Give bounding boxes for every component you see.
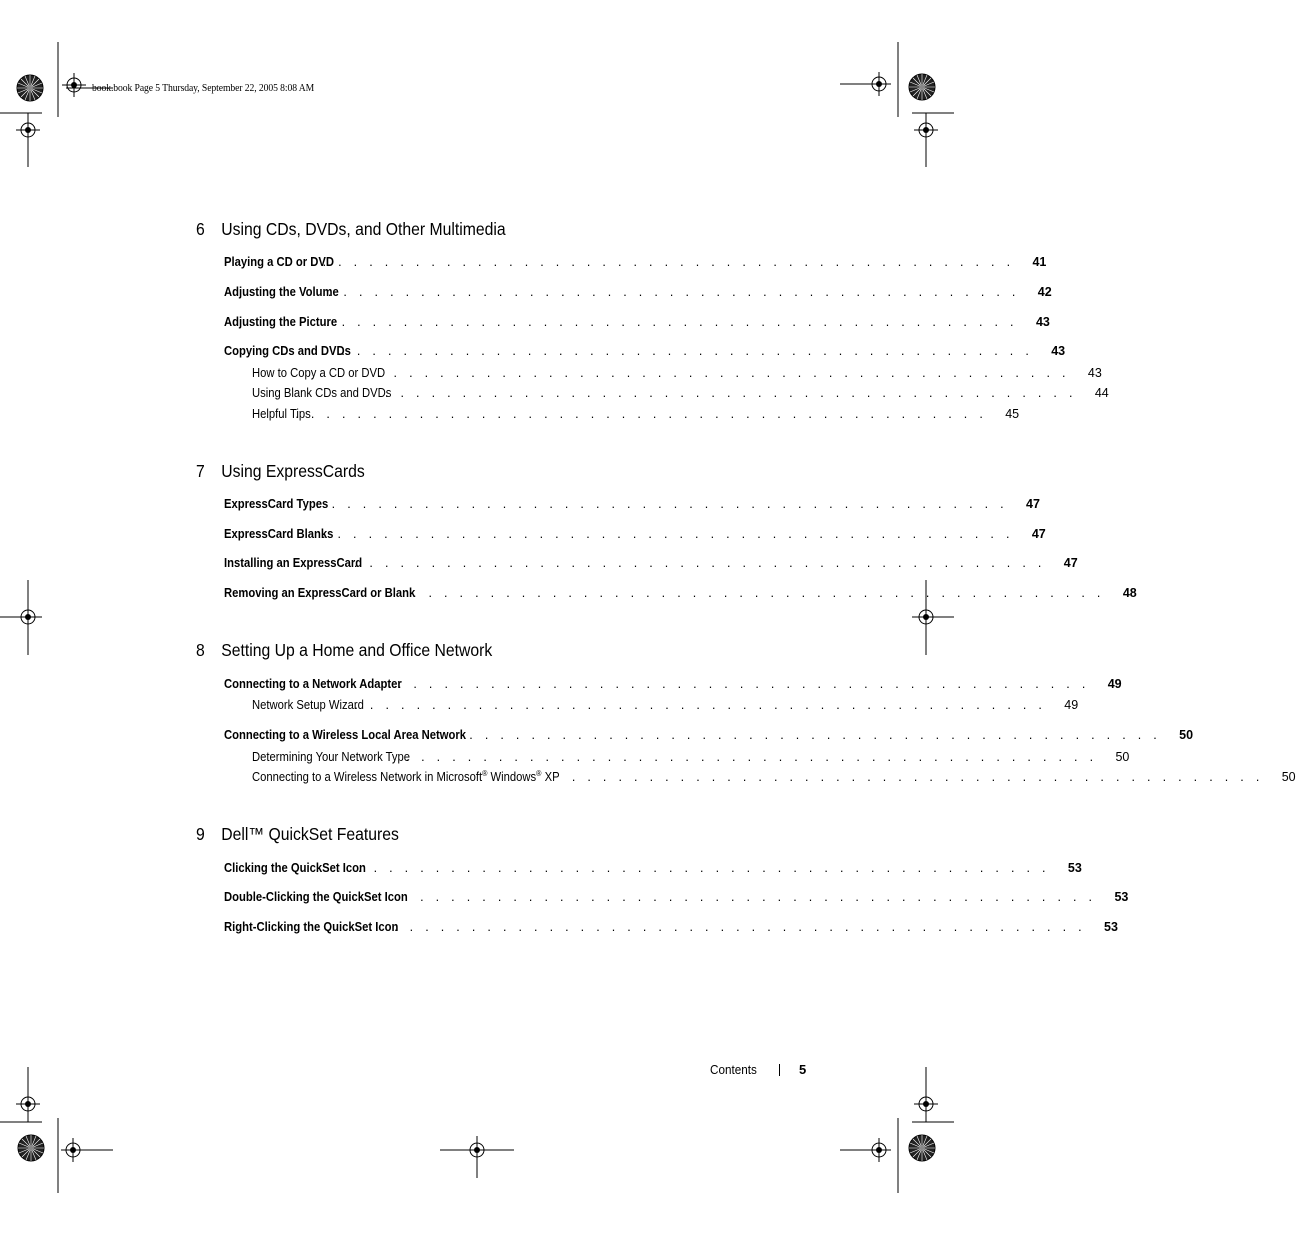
toc-subentry[interactable]: [252, 749, 1130, 765]
crosshair-mark: [16, 605, 40, 629]
toc-entry[interactable]: [224, 585, 1137, 601]
star-mark-bottom-right: [909, 1135, 935, 1161]
toc-entry[interactable]: [224, 727, 1194, 743]
toc-entry[interactable]: [224, 254, 1047, 270]
toc-entry-text-part: Windows: [487, 770, 537, 784]
dot-leader: . . . . . . . . . . . . . . . . . . . . . . . . . . . . . . . . . . . . . . . . . . . . .: [394, 920, 1086, 934]
toc-entry-text: ExpressCard Types: [224, 497, 329, 511]
dot-leader: . . . . . . . . . . . . . . . . . . . . . . . . . . . . . . . . . . . . . . . . . . . . .: [358, 861, 1050, 875]
chapter-number: 9: [196, 824, 205, 844]
dot-leader: . . . . . . . . . . . . . . . . . . . . . . . . . . . . . . . . . . . . . . . . . . . . .: [316, 497, 1008, 511]
toc-entry-text: Determining Your Network Type: [252, 750, 411, 764]
toc-page-number: 43: [1087, 366, 1102, 380]
crosshair-mark: [62, 73, 86, 97]
dot-leader: . . . . . . . . . . . . . . . . . . . . . . . . . . . . . . . . . . . . . . . . . . . . .: [321, 527, 1014, 541]
dot-leader: . . . . . . . . . . . . . . . . . . . . . . . . . . . . . . . . . . . . . . . . . . . . .: [571, 770, 1264, 784]
toc-entry-text-part: Connecting to a Wireless Network in Microsoft: [252, 770, 483, 784]
toc-page-number: 50: [1281, 770, 1296, 784]
crosshair-mark: [914, 1092, 938, 1116]
crosshair-mark: [914, 118, 938, 142]
toc-page-number: 47: [1026, 497, 1040, 511]
crosshair-mark: [867, 72, 891, 96]
crosshair-mark: [61, 1138, 85, 1162]
toc-page-number: 50: [1115, 750, 1130, 764]
crosshair-mark: [16, 118, 40, 142]
dot-leader: . . . . . . . . . . . . . . . . . . . . . . . . . . . . . . . . . . . . . . . . . . . . .: [354, 698, 1047, 712]
toc-entry[interactable]: [224, 343, 1066, 359]
toc-page-number: 50: [1179, 728, 1194, 742]
toc-entry[interactable]: [224, 314, 1050, 330]
toc-entry-text: Adjusting the Picture: [224, 315, 338, 329]
chapter-number: 7: [196, 461, 205, 481]
toc-entry[interactable]: [224, 555, 1078, 571]
toc-page-number: 49: [1064, 698, 1079, 712]
toc-entry-text: Double-Clicking the QuickSet Icon: [224, 890, 408, 904]
dot-leader: . . . . . . . . . . . . . . . . . . . . . . . . . . . . . . . . . . . . . . . . . . . . .: [404, 890, 1097, 904]
toc-entry[interactable]: [224, 496, 1040, 512]
toc-entry[interactable]: [224, 526, 1046, 542]
toc-entry-text: Installing an ExpressCard: [224, 556, 363, 570]
toc-entry-text: Copying CDs and DVDs: [224, 344, 351, 358]
dot-leader: . . . . . . . . . . . . . . . . . . . . . . . . . . . . . . . . . . . . . . . . . . . . .: [405, 750, 1098, 764]
toc-entry-text: ExpressCard Blanks: [224, 527, 334, 541]
chapter-title: Using ExpressCards: [221, 461, 365, 481]
chapter-number: 6: [196, 219, 205, 239]
toc-entry-text: Adjusting the Volume: [224, 285, 339, 299]
chapter-title: Setting Up a Home and Office Network: [221, 640, 493, 660]
chapter-heading[interactable]: [196, 461, 365, 482]
chapter-heading[interactable]: [196, 219, 506, 240]
toc-subentry[interactable]: [252, 365, 1102, 381]
dot-leader: . . . . . . . . . . . . . . . . . . . . . . . . . . . . . . . . . . . . . . . . . . . . .: [326, 315, 1018, 329]
toc-entry-text-part: XP: [541, 770, 560, 784]
dot-leader: . . . . . . . . . . . . . . . . . . . . . . . . . . . . . . . . . . . . . . . . . . . . .: [412, 586, 1105, 600]
toc-page-number: 43: [1051, 344, 1066, 358]
toc-entry-text: Using Blank CDs and DVDs: [252, 386, 392, 400]
toc-entry-text: Helpful Tips: [252, 407, 311, 421]
registered-mark: ®: [536, 769, 542, 778]
toc-subentry[interactable]: [252, 697, 1079, 713]
print-header: book.book Page 5 Thursday, September 22, 2005 8:08 AM: [92, 83, 315, 94]
toc-entry-text: Connecting to a Wireless Local Area Network: [224, 728, 467, 742]
crosshair-mark: [16, 1092, 40, 1116]
toc-entry-text: [252, 769, 560, 785]
dot-leader: . . . . . . . . . . . . . . . . . . . . . . . . . . . . . . . . . . . . . . . . . . . . .: [397, 677, 1090, 691]
toc-page-number: 53: [1067, 861, 1082, 875]
star-mark-top-left: [17, 75, 43, 101]
dot-leader: . . . . . . . . . . . . . . . . . . . . . . . . . . . . . . . . . . . . . . . . . . . . .: [341, 344, 1034, 358]
toc-entry[interactable]: [224, 889, 1129, 905]
toc-entry[interactable]: [224, 284, 1052, 300]
toc-page-number: 53: [1114, 890, 1129, 904]
chapter-title: Using CDs, DVDs, and Other Multimedia: [221, 219, 506, 239]
registered-mark: ®: [482, 769, 488, 778]
dot-leader: . . . . . . . . . . . . . . . . . . . . . . . . . . . . . . . . . . . . . . . . . . . . .: [295, 407, 988, 421]
toc-subentry[interactable]: [252, 385, 1109, 401]
crosshair-mark: [914, 605, 938, 629]
toc-page-number: 47: [1063, 556, 1078, 570]
toc-subentry[interactable]: [252, 769, 1296, 785]
chapter-title: Dell™ QuickSet Features: [221, 824, 399, 844]
dot-leader: . . . . . . . . . . . . . . . . . . . . . . . . . . . . . . . . . . . . . . . . . . . . .: [469, 728, 1162, 742]
toc-entry-text: Right-Clicking the QuickSet Icon: [224, 920, 399, 934]
dot-leader: . . . . . . . . . . . . . . . . . . . . . . . . . . . . . . . . . . . . . . . . . . . . .: [327, 285, 1020, 299]
star-mark-top-right: [909, 74, 935, 100]
toc-page-number: 45: [1005, 407, 1020, 421]
toc-entry-text: Playing a CD or DVD: [224, 255, 335, 269]
footer-page-number: 5: [799, 1062, 807, 1077]
toc-entry-text: Connecting to a Network Adapter: [224, 677, 402, 691]
toc-entry-text: Network Setup Wizard: [252, 698, 364, 712]
toc-entry-text: How to Copy a CD or DVD: [252, 366, 386, 380]
chapter-heading[interactable]: [196, 640, 492, 661]
toc-page-number: 49: [1107, 677, 1122, 691]
footer-divider: [779, 1064, 780, 1076]
toc-entry[interactable]: [224, 676, 1122, 692]
toc-page-number: 41: [1032, 255, 1047, 269]
toc-page-number: 48: [1122, 586, 1137, 600]
toc-page-number: 53: [1104, 920, 1118, 934]
star-mark-bottom-left: [18, 1135, 44, 1161]
toc-page-number: 44: [1094, 386, 1109, 400]
toc-entry[interactable]: [224, 860, 1082, 876]
dot-leader: . . . . . . . . . . . . . . . . . . . . . . . . . . . . . . . . . . . . . . . . . . . . .: [353, 556, 1046, 570]
toc-entry-text: Removing an ExpressCard or Blank: [224, 586, 416, 600]
crosshair-mark: [465, 1138, 489, 1162]
chapter-heading[interactable]: [196, 824, 399, 845]
toc-page-number: 47: [1031, 527, 1046, 541]
dot-leader: . . . . . . . . . . . . . . . . . . . . . . . . . . . . . . . . . . . . . . . . . . . . .: [322, 255, 1015, 269]
toc-entry-text: Clicking the QuickSet Icon: [224, 861, 366, 875]
footer-section-label: Contents: [710, 1062, 757, 1077]
dot-leader: . . . . . . . . . . . . . . . . . . . . . . . . . . . . . . . . . . . . . . . . . . . . .: [378, 366, 1070, 380]
toc-entry[interactable]: [224, 919, 1118, 935]
toc-page-number: 43: [1035, 315, 1050, 329]
toc-page-number: 42: [1037, 285, 1052, 299]
dot-leader: . . . . . . . . . . . . . . . . . . . . . . . . . . . . . . . . . . . . . . . . . . . . .: [384, 386, 1077, 400]
toc-subentry[interactable]: [252, 406, 1020, 422]
crosshair-mark: [867, 1138, 891, 1162]
chapter-number: 8: [196, 640, 205, 660]
